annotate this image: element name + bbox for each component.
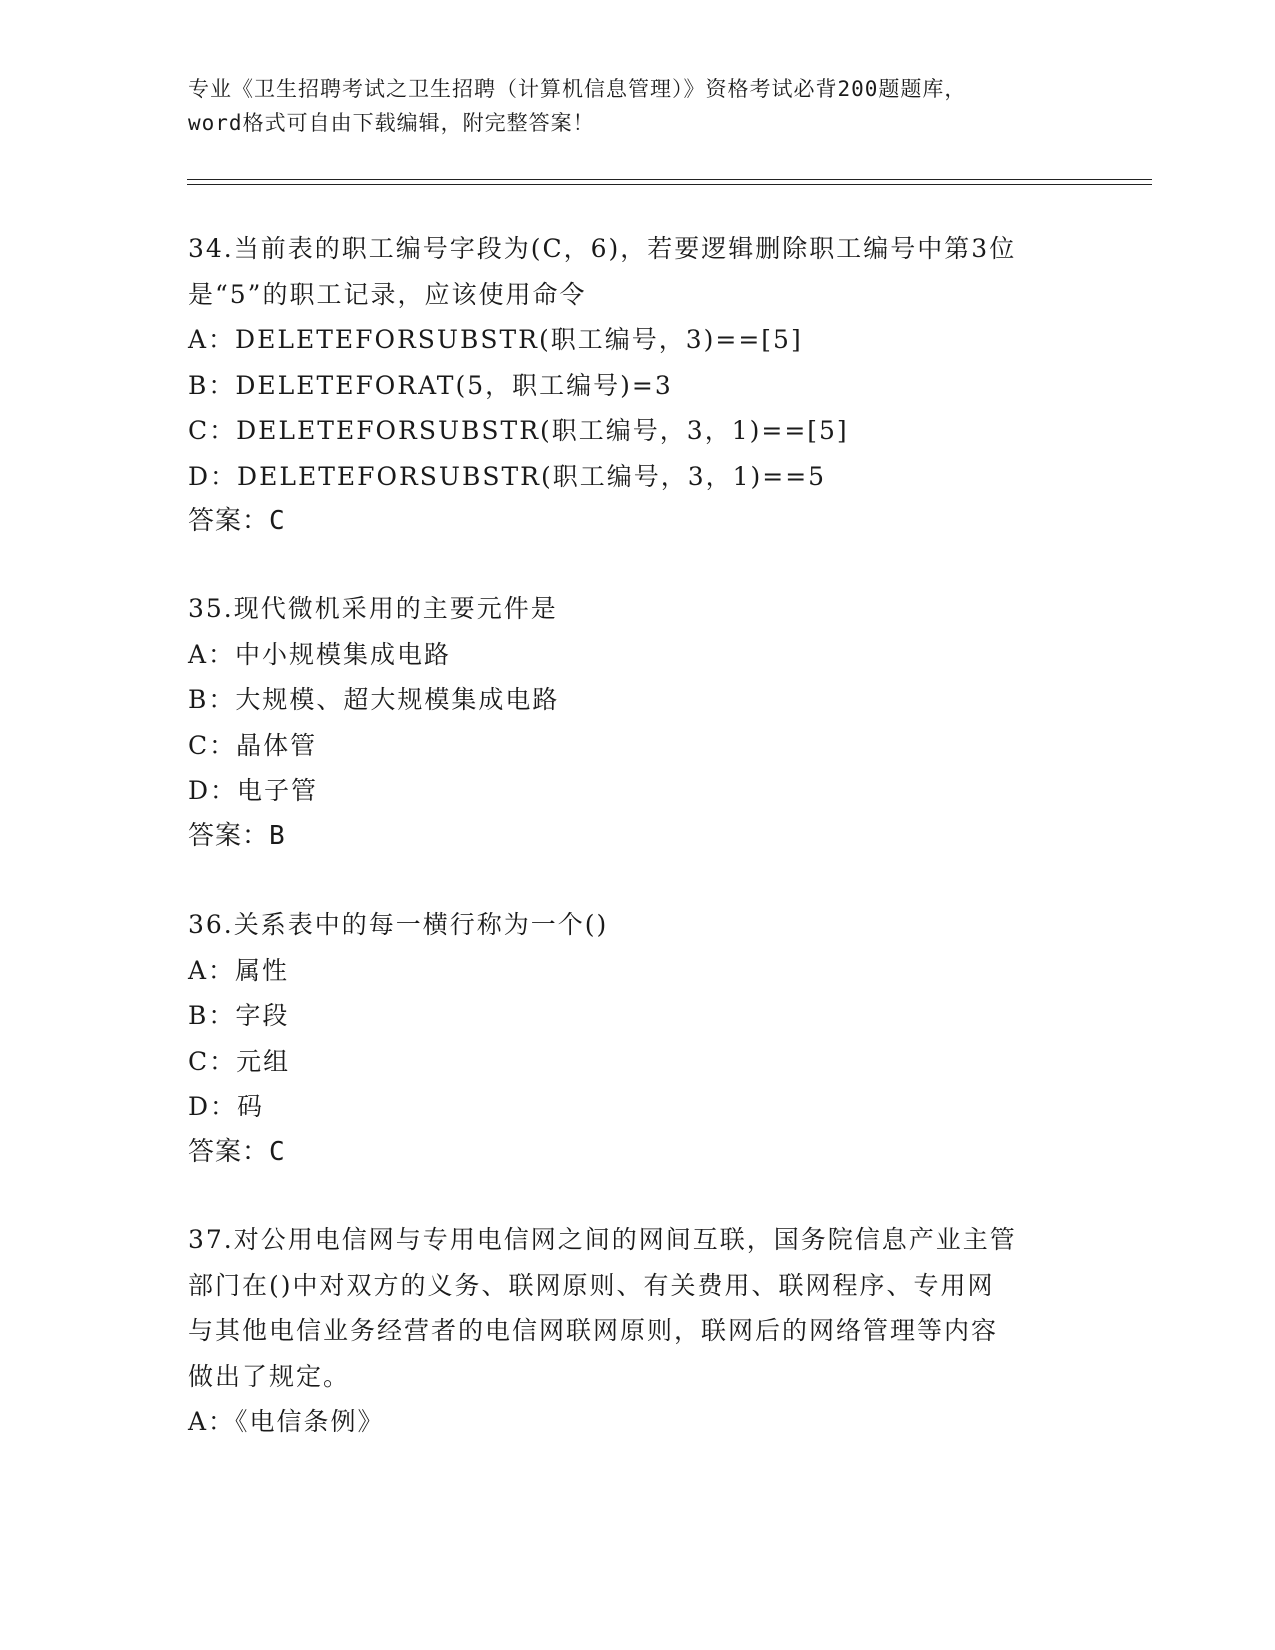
header-line-2: word格式可自由下载编辑，附完整答案！ bbox=[188, 111, 595, 135]
question-stem-line: 35.现代微机采用的主要元件是 bbox=[188, 594, 558, 623]
header-divider-top bbox=[187, 179, 1152, 180]
answer-line: 答案：C bbox=[188, 506, 286, 536]
option-a: A：中小规模集成电路 bbox=[188, 639, 452, 669]
option-a: A：属性 bbox=[188, 955, 290, 985]
option-b: B：字段 bbox=[188, 1001, 290, 1030]
option-b: B：DELETEFORAT(5，职工编号)=3 bbox=[188, 370, 673, 400]
question-stem-line: 34.当前表的职工编号字段为(C，6)，若要逻辑删除职工编号中第3位 bbox=[188, 234, 1017, 263]
answer-line: 答案：C bbox=[188, 1136, 286, 1167]
option-b: B：大规模、超大规模集成电路 bbox=[188, 685, 560, 714]
question-stem-line: 做出了规定。 bbox=[188, 1361, 351, 1391]
question-34 bbox=[188, 226, 1088, 545]
option-c: C：DELETEFORSUBSTR(职工编号，3，1)==[5] bbox=[188, 416, 849, 445]
option-a: A：《电信条例》 bbox=[188, 1407, 385, 1436]
option-c: C：晶体管 bbox=[188, 730, 318, 760]
document-header bbox=[188, 72, 1088, 140]
option-d: D：DELETEFORSUBSTR(职工编号，3，1)==5 bbox=[188, 461, 827, 491]
question-stem-line: 部门在()中对双方的义务、联网原则、有关费用、联网程序、专用网 bbox=[188, 1270, 995, 1300]
question-stem-line: 37.对公用电信网与专用电信网之间的网间互联，国务院信息产业主管 bbox=[188, 1225, 1017, 1254]
question-stem-line: 与其他电信业务经营者的电信网联网原则，联网后的网络管理等内容 bbox=[188, 1316, 999, 1345]
question-35 bbox=[188, 586, 1088, 859]
question-37 bbox=[188, 1217, 1088, 1445]
option-a: A：DELETEFORSUBSTR(职工编号，3)==[5] bbox=[188, 325, 803, 354]
header-divider-bottom bbox=[187, 184, 1152, 185]
question-stem-line: 是“5”的职工记录，应该使用命令 bbox=[188, 279, 587, 309]
header-line-1: 专业《卫生招聘考试之卫生招聘（计算机信息管理）》资格考试必背200题题库， bbox=[188, 77, 967, 101]
option-d: D：电子管 bbox=[188, 776, 319, 805]
question-stem-line: 36.关系表中的每一横行称为一个() bbox=[188, 910, 609, 939]
answer-line: 答案：B bbox=[188, 820, 286, 851]
option-d: D：码 bbox=[188, 1092, 265, 1121]
question-36 bbox=[188, 902, 1088, 1175]
option-c: C：元组 bbox=[188, 1046, 291, 1076]
